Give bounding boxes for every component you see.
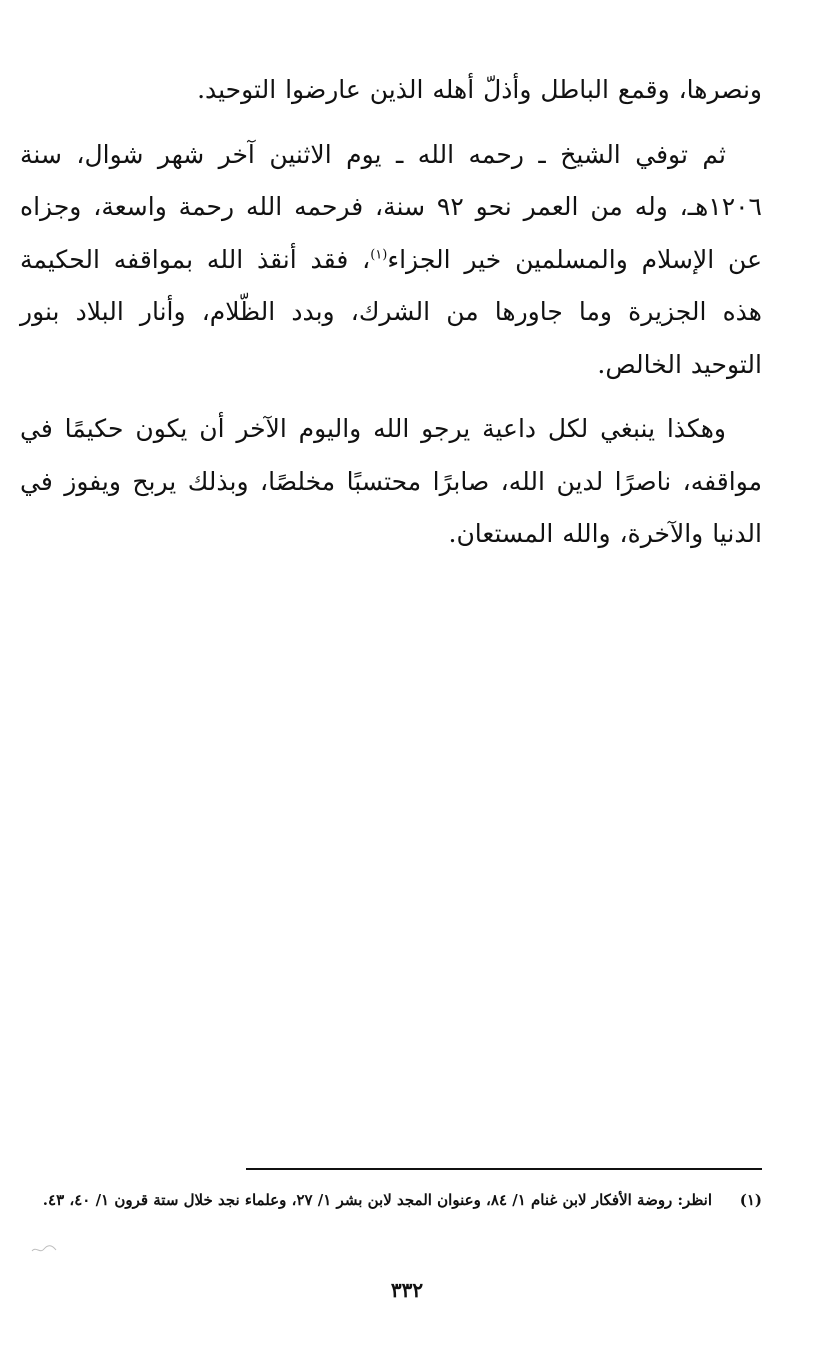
ink-smudge-mark [30, 1242, 58, 1256]
page-number: ٣٣٢ [390, 1278, 424, 1302]
paragraph-1: ونصرها، وقمع الباطل وأذلّ أهله الذين عارضوا التوحيد. [197, 75, 762, 104]
footnote-number: (١) [739, 1191, 762, 1209]
footnote-reference[interactable]: (١) [370, 247, 388, 263]
footnote-text: انظر: روضة الأفكار لابن غنام ١/ ٨٤، وعنوان المجد لابن بشر ١/ ٢٧، وعلماء نجد خلال ستة قرون ١/ ٤٠، ٤٣. [42, 1191, 712, 1209]
paragraph-2-tail: ، فقد أنقذ الله بمواقفه الحكيمة هذه الجزيرة وما جاورها من الشرك، وبدد الظّلام، وأنار البلاد بنور التوحيد الخالص. [20, 244, 762, 379]
paragraph-3: وهكذا ينبغي لكل داعية يرجو الله واليوم الآخر أن يكون حكيمًا في مواقفه، ناصرًا لدين الله، صابرًا محتسبًا مخلصًا، وبذلك يربح ويفوز في الدنيا والآخرة، والله المستعان. [20, 414, 762, 548]
main-text [20, 64, 762, 573]
paragraph-2 [20, 129, 762, 392]
footnote-item [20, 1186, 762, 1215]
paragraph-2-text: ثم توفي الشيخ ـ رحمه الله ـ يوم الاثنين آخر شهر شوال، سنة ١٢٠٦هـ، وله من العمر نحو ٩٢ سنة، فرحمه الله رحمة واسعة، وجزاه عن الإسلام والمسلمين خير الجزاء [20, 139, 762, 274]
footnote-divider [246, 1168, 762, 1170]
footnotes [20, 1186, 762, 1215]
